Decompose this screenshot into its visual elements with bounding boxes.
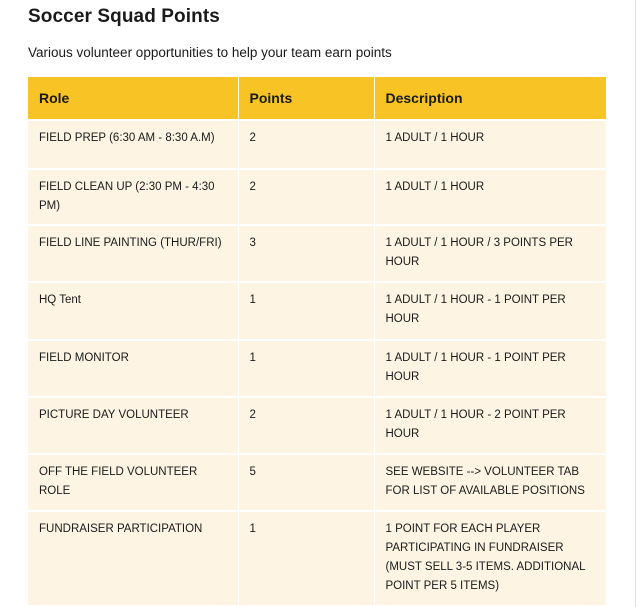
points-table (28, 77, 606, 605)
cell-points: 2 (238, 169, 374, 225)
cell-role: HQ Tent (28, 282, 238, 340)
cell-role: FUNDRAISER PARTICIPATION (28, 511, 238, 605)
cell-points: 3 (238, 225, 374, 282)
table-row (28, 120, 606, 169)
table-header-row (28, 77, 606, 120)
table-row (28, 511, 606, 605)
cell-points: 5 (238, 454, 374, 511)
cell-points: 1 (238, 511, 374, 605)
table-row (28, 454, 606, 511)
cell-description: 1 ADULT / 1 HOUR / 3 POINTS PER HOUR (374, 225, 606, 282)
table-row (28, 169, 606, 225)
header-points: Points (238, 77, 374, 120)
cell-role: FIELD MONITOR (28, 340, 238, 397)
cell-role: FIELD CLEAN UP (2:30 PM - 4:30 PM) (28, 169, 238, 225)
cell-description: 1 ADULT / 1 HOUR - 2 POINT PER HOUR (374, 397, 606, 454)
cell-description: 1 ADULT / 1 HOUR - 1 POINT PER HOUR (374, 340, 606, 397)
cell-description: 1 ADULT / 1 HOUR (374, 120, 606, 169)
table-row (28, 282, 606, 340)
page-title: Soccer Squad Points (28, 6, 220, 27)
cell-description: 1 POINT FOR EACH PLAYER PARTICIPATING IN FUNDRAISER (MUST SELL 3-5 ITEMS. ADDITIONAL POINT PER 5 ITEMS) (374, 511, 606, 605)
cell-role: FIELD LINE PAINTING (THUR/FRI) (28, 225, 238, 282)
cell-points: 2 (238, 397, 374, 454)
table-row (28, 397, 606, 454)
table-row (28, 225, 606, 282)
cell-role: FIELD PREP (6:30 AM - 8:30 A.M) (28, 120, 238, 169)
header-role: Role (28, 77, 238, 120)
cell-description: 1 ADULT / 1 HOUR (374, 169, 606, 225)
page-subtitle: Various volunteer opportunities to help your team earn points (28, 45, 392, 60)
cell-points: 2 (238, 120, 374, 169)
cell-description: 1 ADULT / 1 HOUR - 1 POINT PER HOUR (374, 282, 606, 340)
cell-description: SEE WEBSITE --> VOLUNTEER TAB FOR LIST OF AVAILABLE POSITIONS (374, 454, 606, 511)
cell-points: 1 (238, 282, 374, 340)
cell-role: PICTURE DAY VOLUNTEER (28, 397, 238, 454)
page-edge-divider (635, 0, 636, 607)
table-row (28, 340, 606, 397)
header-description: Description (374, 77, 606, 120)
cell-role: OFF THE FIELD VOLUNTEER ROLE (28, 454, 238, 511)
cell-points: 1 (238, 340, 374, 397)
